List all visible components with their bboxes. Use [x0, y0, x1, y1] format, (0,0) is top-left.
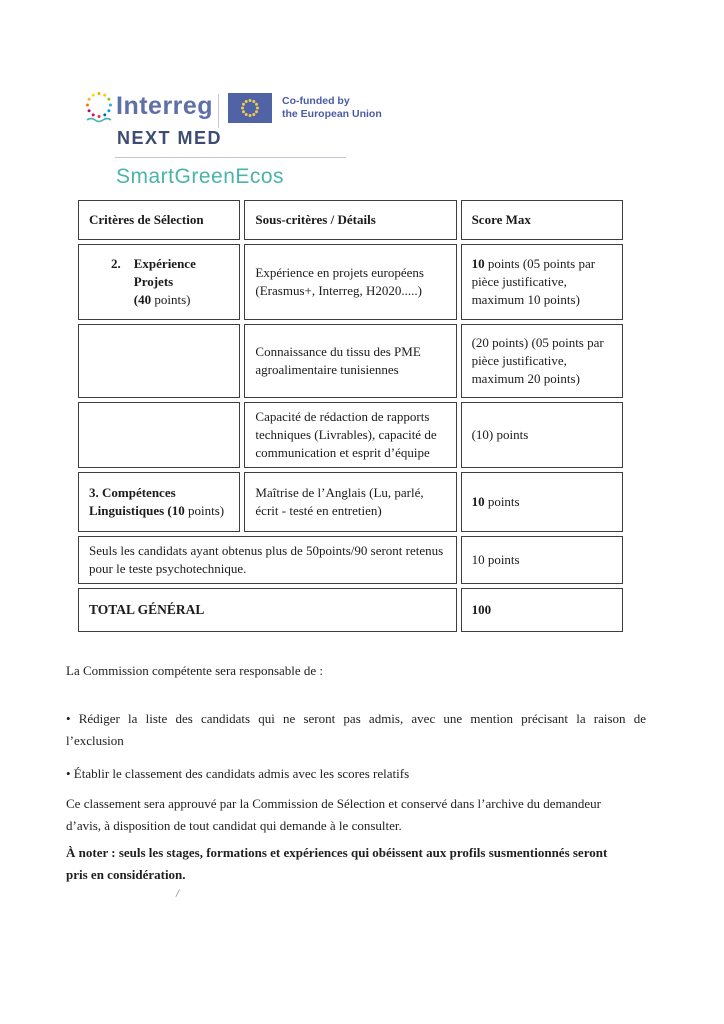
header-divider-line: [115, 157, 346, 158]
table-row-seuil: [78, 536, 623, 584]
criteria-cell-langues: 3. Compétences Linguistiques (10 points): [78, 472, 240, 532]
total-score-cell: 100: [461, 588, 623, 632]
eu-flag-icon: [228, 93, 272, 123]
criteria-title-line2: Projets: [133, 274, 174, 289]
header-cell-score-max: Score Max: [461, 200, 623, 240]
paragraph-classement: [66, 793, 646, 837]
score-cell-pme: (20 points) (05 points par pièce justificative, maximum 20 points): [461, 324, 623, 398]
subcriteria-cell-projets-europeens: Expérience en projets européens (Erasmus+, Interreg, H2020.....): [244, 244, 456, 320]
table-row-experience: [78, 244, 623, 320]
eu-cofunded-line2: the European Union: [282, 108, 382, 120]
bullet-rediger: [66, 708, 646, 752]
subcriteria-cell-anglais: Maîtrise de l’Anglais (Lu, parlé, écrit - testé en entretien): [244, 472, 456, 532]
pen-mark: /: [174, 887, 181, 901]
interreg-emblem-icon: [84, 90, 114, 124]
criteria-cell-empty-2: [78, 402, 240, 468]
note-bold-line1: À noter : seuls les stages, formations et expériences qui obéissent aux profils susmentionnés seront: [66, 845, 608, 860]
table-row-langues: [78, 472, 623, 532]
bullet-etablir: • Établir le classement des candidats admis avec les scores relatifs: [66, 766, 410, 781]
total-label-cell: TOTAL GÉNÉRAL: [78, 588, 457, 632]
header-cell-sous-criteres: Sous-critères / Détails: [244, 200, 456, 240]
criteria-title-line1: Expérience: [133, 256, 196, 271]
project-name: SmartGreenEcos: [116, 165, 285, 188]
selection-criteria-table: [74, 196, 627, 636]
score-cell-seuil: 10 points: [461, 536, 623, 584]
logo-divider: [218, 94, 219, 128]
paragraph-classement-line2: d’avis, à disposition de tout candidat qui demande à le consulter.: [66, 818, 402, 833]
header-cell-criteres: Critères de Sélection: [78, 200, 240, 240]
note-cell-seuil: Seuls les candidats ayant obtenus plus de 50points/90 seront retenus pour le teste psychotechnique.: [78, 536, 457, 584]
criteria-points: (40 points): [133, 292, 191, 307]
subcriteria-cell-redaction: Capacité de rédaction de rapports techniques (Livrables), capacité de communication et esprit d’équipe: [244, 402, 456, 468]
score-cell-projets-europeens: 10 points (05 points par pièce justificative, maximum 10 points): [461, 244, 623, 320]
table-row-redaction: [78, 402, 623, 468]
criteria-cell-experience: [78, 244, 240, 320]
commission-intro: La Commission compétente sera responsable de :: [66, 663, 324, 678]
paragraph-classement-line1: Ce classement sera approuvé par la Commission de Sélection et conservé dans l’archive du demandeur: [66, 796, 601, 811]
score-cell-redaction: (10) points: [461, 402, 623, 468]
note-bold-line2: pris en considération.: [66, 867, 186, 882]
table-row-total: [78, 588, 623, 632]
subcriteria-cell-pme: Connaissance du tissu des PME agroalimentaire tunisiennes: [244, 324, 456, 398]
score-cell-anglais: 10 points: [461, 472, 623, 532]
criteria-cell-empty-1: [78, 324, 240, 398]
note-bold: [66, 842, 646, 886]
bullet-rediger-line1: • Rédiger la liste des candidats qui ne seront pas admis, avec une mention précisant la raison de: [66, 711, 646, 726]
next-med-wordmark: NEXT MED: [117, 128, 223, 148]
table-row-pme: [78, 324, 623, 398]
body-text: [66, 655, 646, 886]
table-header-row: [78, 200, 623, 240]
interreg-wordmark: Interreg: [116, 92, 214, 120]
criteria-number: 2.: [111, 256, 121, 271]
eu-cofunded-text: [282, 95, 382, 121]
eu-cofunded-line1: Co-funded by: [282, 95, 350, 107]
bullet-rediger-line2: l’exclusion: [66, 733, 124, 748]
